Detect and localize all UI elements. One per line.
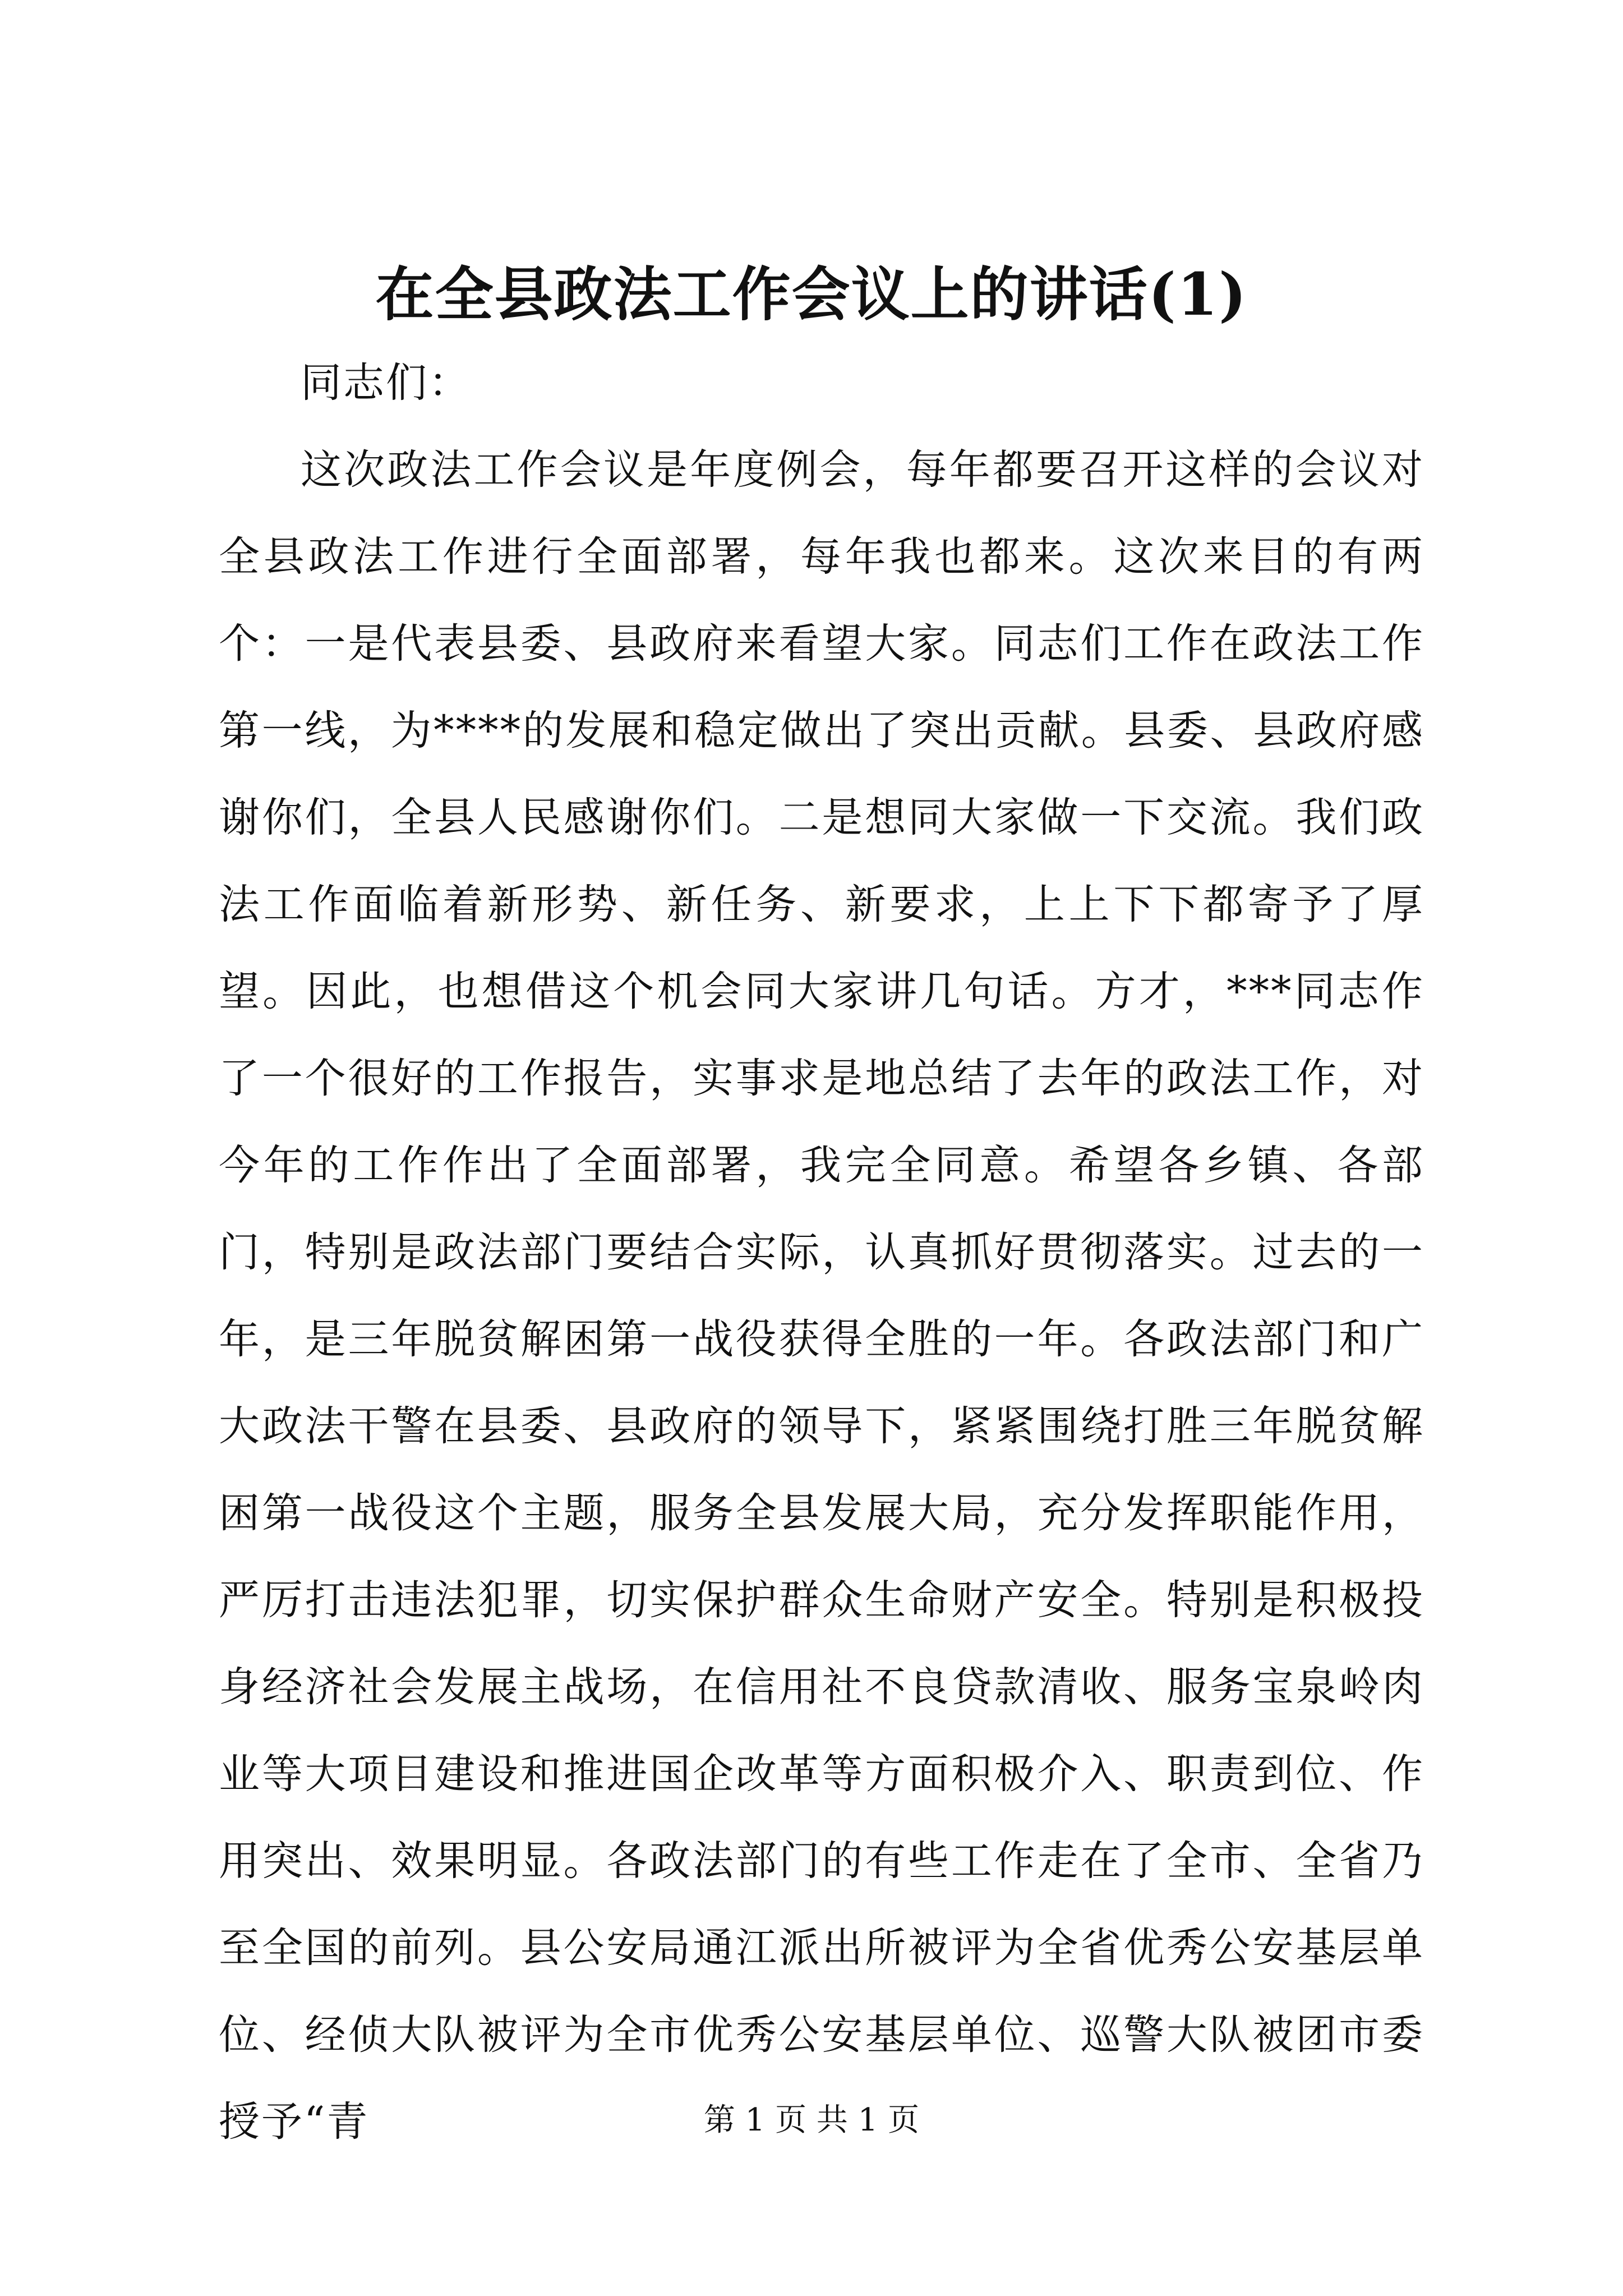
document-body xyxy=(219,339,1424,2165)
body-paragraph: 这次政法工作会议是年度例会，每年都要召开这样的会议对全县政法工作进行全面部署，每年我也都来。这次来目的有两个：一是代表县委、县政府来看望大家。同志们工作在政法工作第一线，为****的发展和稳定做出了突出贡献。县委、县政府感谢你们，全县人民感谢你们。二是想同大家做一下交流。我们政法工作面临着新形势、新任务、新要求，上上下下都寄予了厚望。因此，也想借这个机会同大家讲几句话。方才，***同志作了一个很好的工作报告，实事求是地总结了去年的政法工作，对今年的工作作出了全面部署，我完全同意。希望各乡镇、各部门，特别是政法部门要结合实际，认真抓好贯彻落实。过去的一年，是三年脱贫解困第一战役获得全胜的一年。各政法部门和广大政法干警在县委、县政府的领导下，紧紧围绕打胜三年脱贫解困第一战役这个主题，服务全县发展大局，充分发挥职能作用，严厉打击违法犯罪，切实保护群众生命财产安全。特别是积极投身经济社会发展主战场，在信用社不良贷款清收、服务宝泉岭肉业等大项目建设和推进国企改革等方面积极介入、职责到位、作用突出、效果明显。各政法部门的有些工作走在了全市、全省乃至全国的前列。县公安局通江派出所被评为全省优秀公安基层单位、经侦大队被评为全市优秀公安基层单位、巡警大队被团市委授予“青 xyxy=(219,446,1424,2146)
page-footer: 第 1 页 共 1 页 xyxy=(703,2102,920,2138)
salutation: 同志们： xyxy=(301,359,471,407)
document-title: 在全县政法工作会议上的讲话(1) xyxy=(375,260,1248,329)
